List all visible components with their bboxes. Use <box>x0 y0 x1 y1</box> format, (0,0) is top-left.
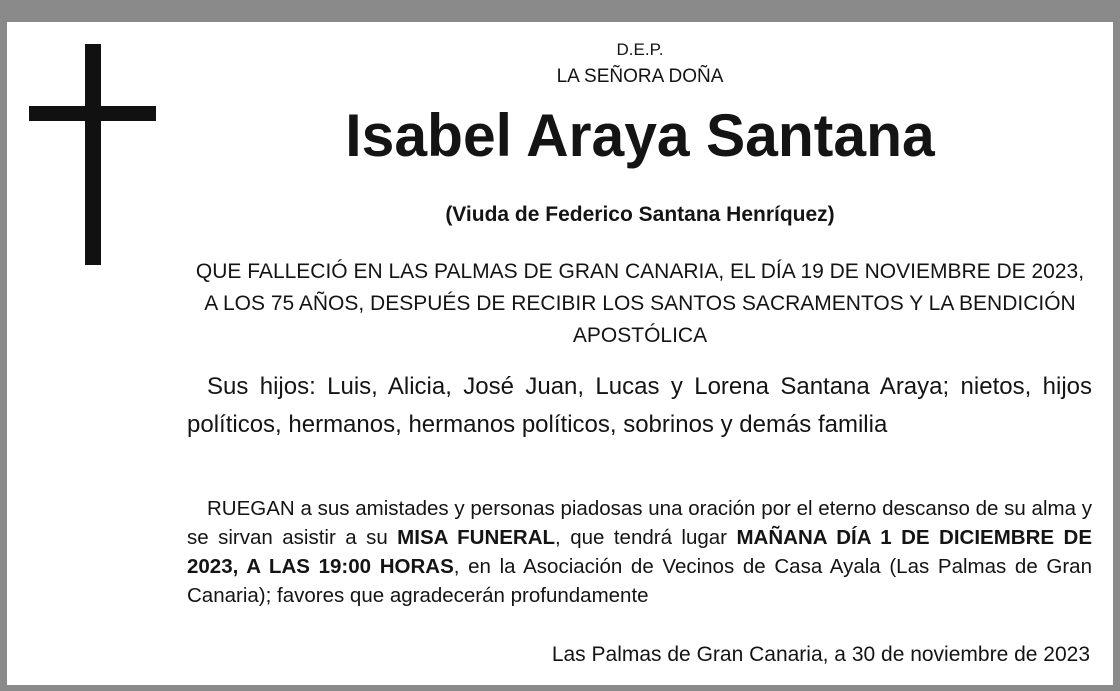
death-notice: QUE FALLECIÓ EN LAS PALMAS DE GRAN CANARIA, EL DÍA 19 DE NOVIEMBRE DE 2023, A LOS 75 AÑOS, DESPUÉS DE RECIBIR LOS SANTOS SACRAMENTOS Y LA BENDICIÓN APOSTÓLICA <box>195 260 1085 347</box>
honorific: LA SEÑORA DOÑA <box>556 66 724 87</box>
mass-date-time: MAÑANA DÍA 1 DE DICIEMBRE DE 2023, A LAS 19:00 HORAS <box>187 526 1092 578</box>
family-list: Sus hijos: Luis, Alicia, José Juan, Lucas y Lorena Santana Araya; nietos, hijos políticos, hermanos, hermanos políticos, sobrinos y demás familia <box>187 373 1092 438</box>
place-and-date: Las Palmas de Gran Canaria, a 30 de noviembre de 2023 <box>551 643 1090 666</box>
cross-icon-bar <box>29 106 156 121</box>
request-text-1: RUEGAN a sus amistades y personas piadosas una oración por el eterno descanso de su alma y se sirvan asistir a su <box>187 497 1092 549</box>
dep-heading: D.E.P. <box>616 40 664 59</box>
widow-of: (Viuda de Federico Santana Henríquez) <box>445 203 835 226</box>
mass-label: MISA FUNERAL <box>397 526 556 549</box>
funeral-request <box>187 494 1092 610</box>
deceased-name: Isabel Araya Santana <box>345 102 935 169</box>
request-text-3: , en la Asociación de Vecinos de Casa Ayala (Las Palmas de Gran Canaria); favores que agradecerán profundamente <box>187 555 1092 607</box>
cross-icon <box>85 44 101 265</box>
request-text-2: , que tendrá lugar <box>555 526 737 549</box>
